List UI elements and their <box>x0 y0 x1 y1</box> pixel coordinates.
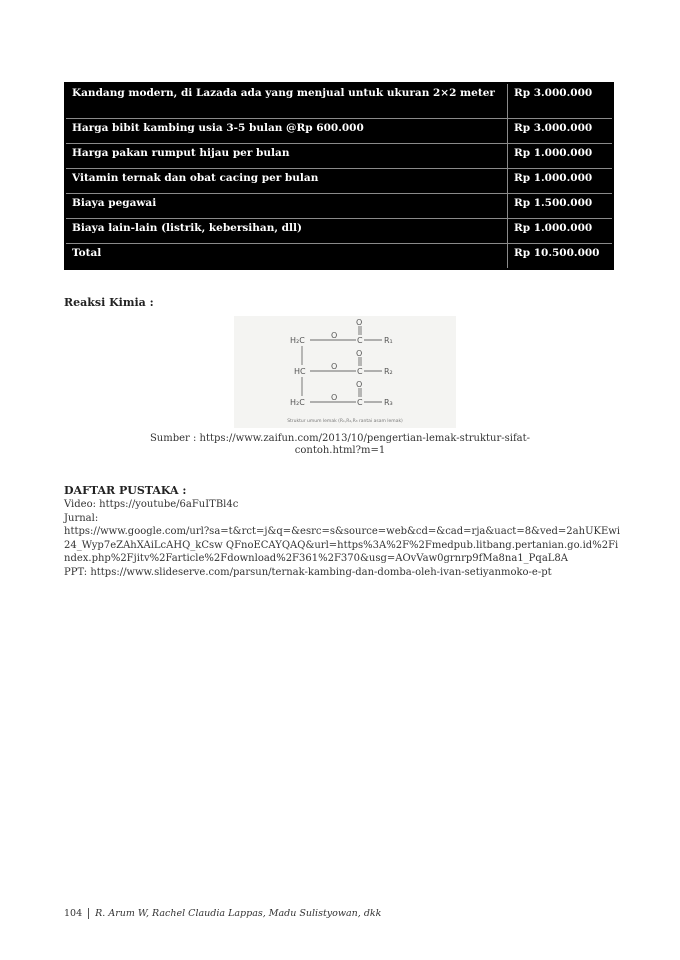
cost-item: Harga pakan rumput hijau per bulan <box>65 144 508 169</box>
reference-video: Video: https://youtube/6aFuITBl4c <box>64 499 239 510</box>
source-line: Sumber : https://www.zaifun.com/2013/10/pengertian-lemak-struktur-sifat- <box>149 433 531 444</box>
carbonyl-o-label: O <box>356 318 363 327</box>
reference-list <box>64 498 624 579</box>
table-row <box>65 83 613 119</box>
carbon-label: C <box>357 336 363 345</box>
carbon-label: C <box>357 367 363 376</box>
cost-item: Harga bibit kambing usia 3-5 bulan @Rp 600.000 <box>65 119 508 144</box>
carbon-label: C <box>357 398 363 407</box>
cost-item: Biaya pegawai <box>65 194 508 219</box>
cost-table <box>64 82 614 270</box>
ester-o-label: O <box>331 362 338 371</box>
reaction-heading: Reaksi Kimia : <box>64 296 154 309</box>
carbonyl-o-label: O <box>356 349 363 358</box>
reference-journal-url: https://www.google.com/url?sa=t&rct=j&q=&esrc=s&source=web&cd=&cad=rja&uact=8&ved=2ahUKEwi24_Wyp7eZAhXAiLcAHQ_kCsw QFnoECAYQAQ&url=https%3A%2F%2Fmedpub.litbang.pertanian.go.id%2Findex.php%2Fjitv%2Farticle%2Fdownload%2F361%2F370&usg=AOvVaw0grnrp9fMa8na1_PqaL8A <box>64 526 621 564</box>
cost-amount: Rp 1.000.000 <box>508 144 614 169</box>
table-row <box>65 169 613 194</box>
total-label: Total <box>72 247 102 259</box>
footer-divider <box>88 908 89 919</box>
ester-o-label: O <box>331 331 338 340</box>
cost-amount: Rp 1.000.000 <box>508 219 614 244</box>
page-number: 104 <box>64 908 83 919</box>
source-line: contoh.html?m=1 <box>294 445 386 456</box>
cost-item: Biaya lain-lain (listrik, kebersihan, dll) <box>65 219 508 244</box>
ch2-label-bottom: H₂C <box>290 398 305 407</box>
table-row <box>65 219 613 244</box>
ch2-label: H₂C <box>290 336 305 345</box>
cost-item: Kandang modern, di Lazada ada yang menjual untuk ukuran 2×2 meter <box>65 83 508 119</box>
table-row <box>65 194 613 219</box>
references-heading: DAFTAR PUSTAKA : <box>64 484 187 497</box>
table-row <box>65 119 613 144</box>
cost-amount: Rp 1.500.000 <box>508 194 614 219</box>
r1-label: R₁ <box>384 336 393 345</box>
figure-source <box>100 433 580 457</box>
ch-label: HC <box>294 367 306 376</box>
reference-journal-label: Jurnal: <box>64 512 99 524</box>
r3-label: R₃ <box>384 398 393 407</box>
cost-item: Vitamin ternak dan obat cacing per bulan <box>65 169 508 194</box>
figure-small-caption: Struktur umum lemak (R₁,R₂,R₃ rantai asam lemak) <box>287 419 403 424</box>
triglyceride-structure-figure <box>234 316 456 428</box>
page-footer <box>64 908 381 919</box>
total-amount: Rp 10.500.000 <box>508 244 614 270</box>
r2-label: R₂ <box>384 367 393 376</box>
carbonyl-o-label: O <box>356 380 363 389</box>
structure-diagram <box>234 316 456 428</box>
reference-ppt: PPT: https://www.slideserve.com/parsun/ternak-kambing-dan-domba-oleh-ivan-setiyanmoko-e-pt <box>64 566 552 578</box>
footer-authors: R. Arum W, Rachel Claudia Lappas, Madu Sulistyowan, dkk <box>95 908 382 919</box>
ester-o-label: O <box>331 393 338 402</box>
cost-amount: Rp 3.000.000 <box>508 119 614 144</box>
cost-amount: Rp 3.000.000 <box>508 83 614 119</box>
table-total-row <box>65 244 613 270</box>
table-row <box>65 144 613 169</box>
cost-amount: Rp 1.000.000 <box>508 169 614 194</box>
